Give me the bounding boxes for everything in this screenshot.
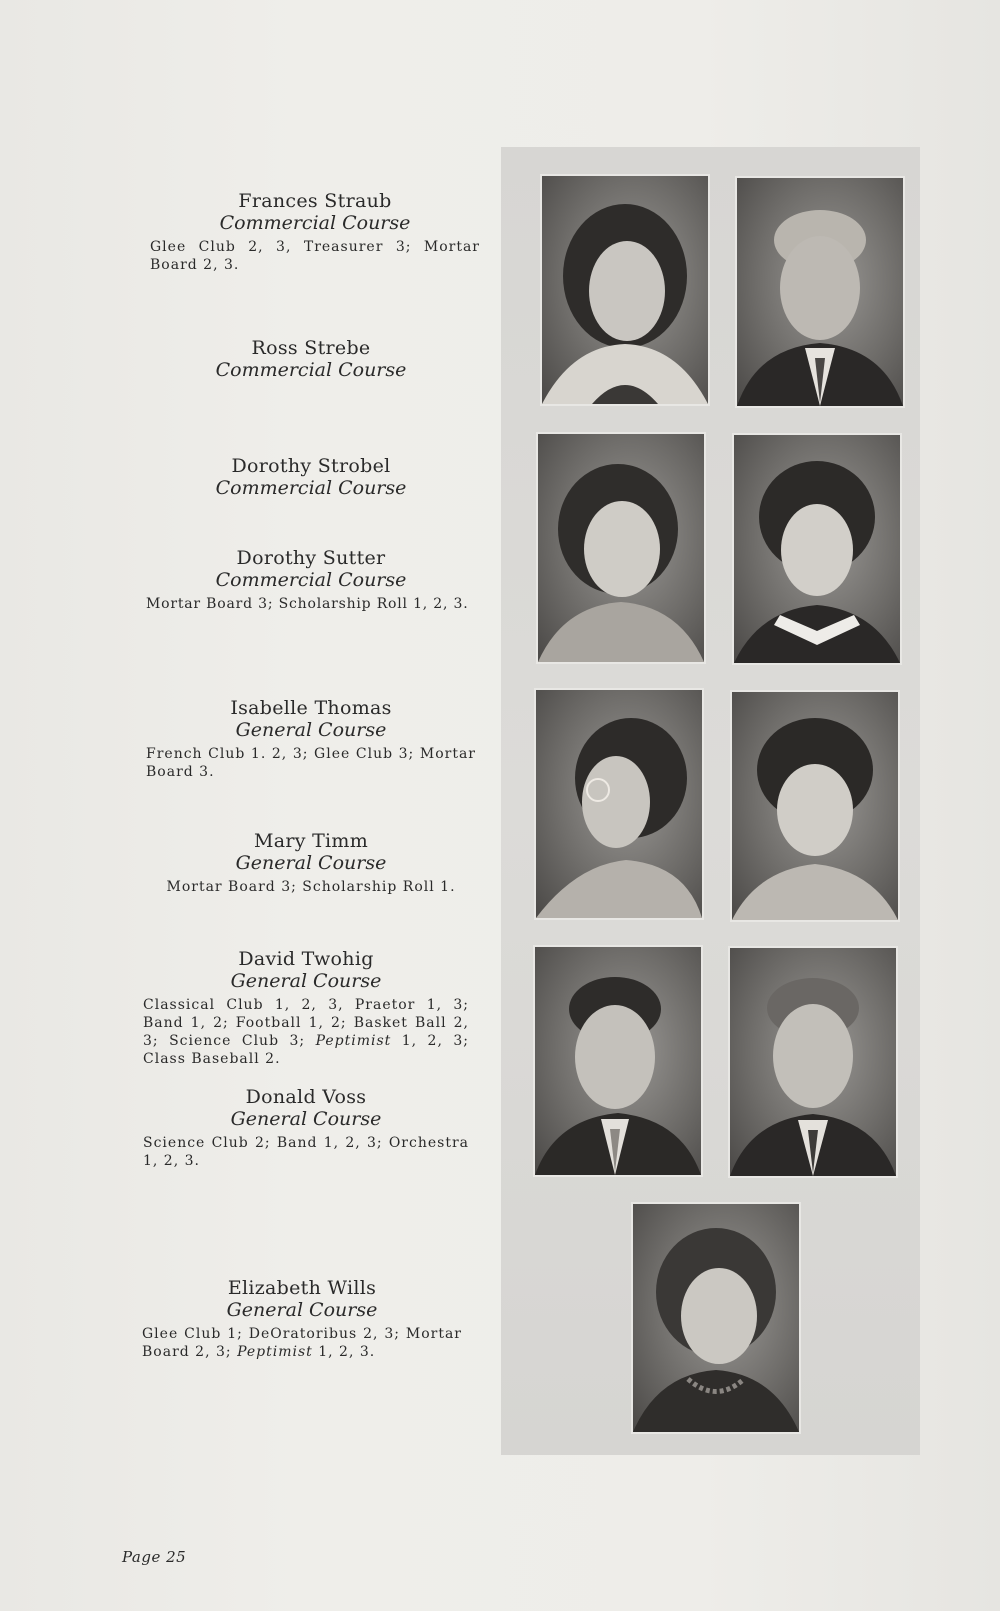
portrait-ross-strebe [737,178,903,406]
student-name: Frances Straub [238,190,392,212]
course-label: General Course [230,1108,382,1130]
portrait-elizabeth-wills [633,1204,799,1432]
senior-entry [146,337,476,382]
activities-text: Mortar Board 3; Scholarship Roll 1, 2, 3. [146,596,469,612]
course-label: Commercial Course [215,477,407,499]
senior-entry [146,830,476,896]
course-label: Commercial Course [219,212,411,234]
senior-entry [146,697,476,781]
portrait-mary-timm [732,692,898,920]
activities-text: Science Club 2; Band 1, 2, 3; Orchestra 1, 2, 3. [143,1135,469,1169]
activities-text: Mortar Board 3; Scholarship Roll 1. [166,879,456,895]
portrait-dorothy-sutter [734,435,900,663]
activities-text: French Club 1. 2, 3; Glee Club 3; Mortar Board 3. [146,746,476,780]
course-label: General Course [235,719,387,741]
senior-entry [143,948,469,1068]
activities-text: Glee Club 2, 3, Treasurer 3; Mortar Board 2, 3. [150,239,480,273]
student-name: Dorothy Sutter [236,547,386,569]
student-name: Dorothy Strobel [231,455,391,477]
activities-text: Glee Club 1; DeOratoribus 2, 3; Mortar Board 2, 3; Peptimist 1, 2, 3. [142,1326,462,1360]
course-label: Commercial Course [215,569,407,591]
portrait-frances-straub [542,176,708,404]
student-name: Ross Strebe [251,337,371,359]
student-name: Isabelle Thomas [230,697,392,719]
portrait-isabelle-thomas [536,690,702,918]
senior-entry [143,1086,469,1170]
portrait-david-twohig [535,947,701,1175]
course-label: General Course [235,852,387,874]
course-label: General Course [226,1299,378,1321]
page-number: Page 25 [122,1548,187,1566]
course-label: Commercial Course [215,359,407,381]
student-name: Mary Timm [253,830,369,852]
senior-entry [150,190,480,274]
activities-text: Classical Club 1, 2, 3, Praetor 1, 3; Band 1, 2; Football 1, 2; Basket Ball 2, 3; Science Club 3; Peptimist 1, 2, 3; Class Baseball 2. [143,997,469,1067]
portrait-donald-voss [730,948,896,1176]
student-name: David Twohig [238,948,374,970]
senior-entry [142,1277,462,1361]
senior-entry [146,455,476,500]
student-name: Elizabeth Wills [227,1277,377,1299]
student-name: Donald Voss [245,1086,367,1108]
senior-entry [146,547,476,613]
portrait-dorothy-strobel [538,434,704,662]
course-label: General Course [230,970,382,992]
